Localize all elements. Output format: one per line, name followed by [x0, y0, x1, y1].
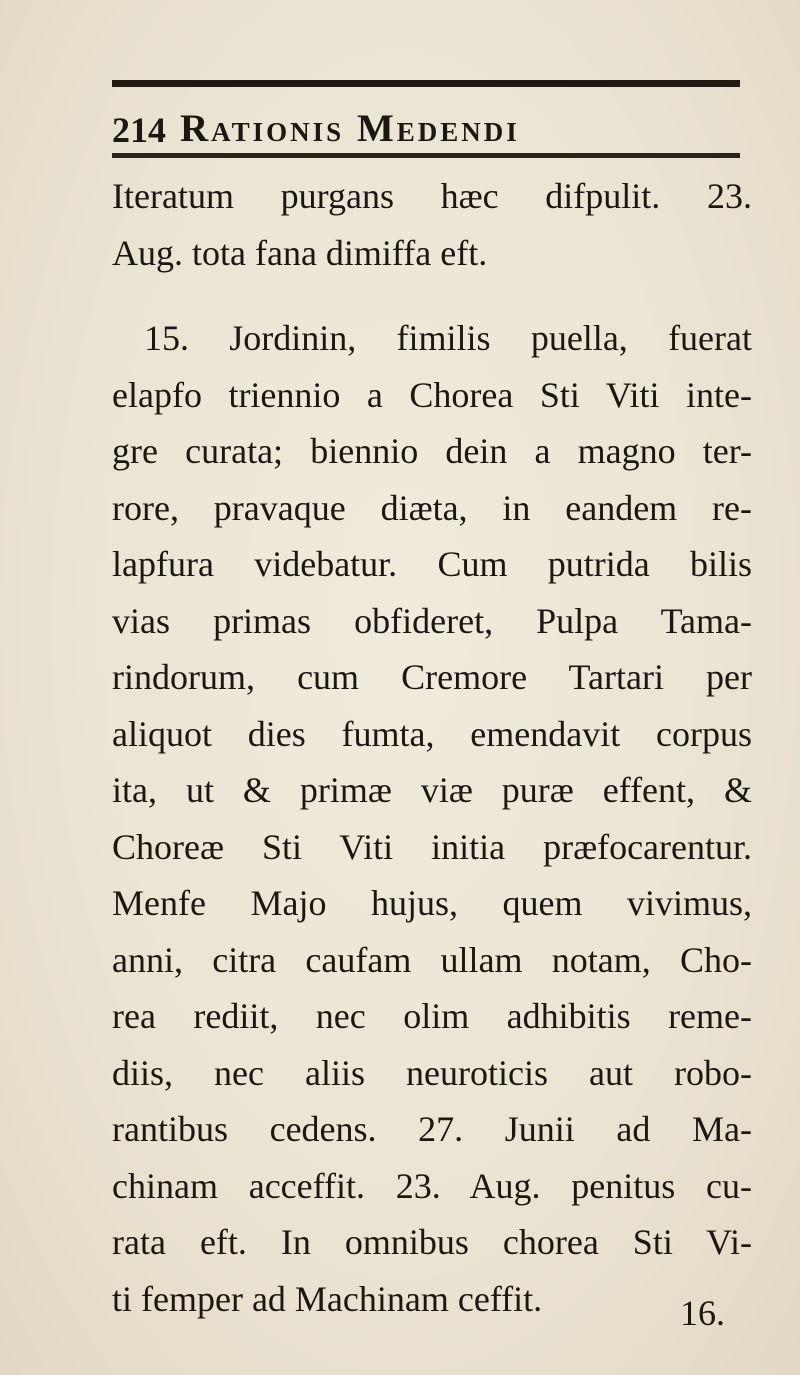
running-head: Rationis Medendi: [180, 107, 520, 150]
text-line: vias primas obfideret, Pulpa Tama-: [112, 600, 752, 641]
text-line: Aug. tota fana dimiffa eft.: [112, 232, 488, 273]
text-line: rindorum, cum Cremore Tartari per: [112, 657, 752, 697]
text-line: diis, nec aliis neuroticis aut robo-: [112, 1052, 752, 1093]
body-text: [112, 168, 752, 1327]
text-line: rantibus cedens. 27. Junii ad Ma-: [112, 1109, 752, 1149]
text-line: aliquot dies fumta, emendavit corpus: [112, 713, 752, 754]
text-line: gre curata; biennio dein a magno ter-: [112, 431, 752, 471]
catchword: 16.: [680, 1293, 725, 1333]
text-line: rea rediit, nec olim adhibitis reme-: [112, 996, 752, 1036]
text-line: ita, ut & primæ viæ puræ effent, &: [112, 770, 752, 810]
text-line: ti femper ad Machinam ceffit.: [112, 1278, 543, 1319]
text-line: Menfe Majo hujus, quem vivimus,: [112, 883, 752, 923]
text-line: chinam acceffit. 23. Aug. penitus cu-: [112, 1165, 752, 1206]
text-line: 15. Jordinin, fimilis puella, fuerat: [144, 318, 752, 358]
header-bottom-rule: [112, 153, 740, 158]
page-header: [112, 92, 740, 148]
text-line: rore, pravaque diæta, in eandem re-: [112, 487, 752, 528]
text-line: lapfura videbatur. Cum putrida bilis: [112, 544, 752, 584]
header-top-rule: [112, 80, 740, 87]
text-line: elapfo triennio a Chorea Sti Viti inte-: [112, 374, 752, 415]
text-line: Choreæ Sti Viti initia præfocarentur.: [112, 826, 752, 867]
text-line: anni, citra caufam ullam notam, Cho-: [112, 939, 752, 980]
text-line: Iteratum purgans hæc difpulit. 23.: [112, 176, 752, 216]
paragraph-gap: [112, 281, 752, 310]
page-number: 214: [112, 110, 166, 150]
text-line: rata eft. In omnibus chorea Sti Vi-: [112, 1222, 752, 1262]
